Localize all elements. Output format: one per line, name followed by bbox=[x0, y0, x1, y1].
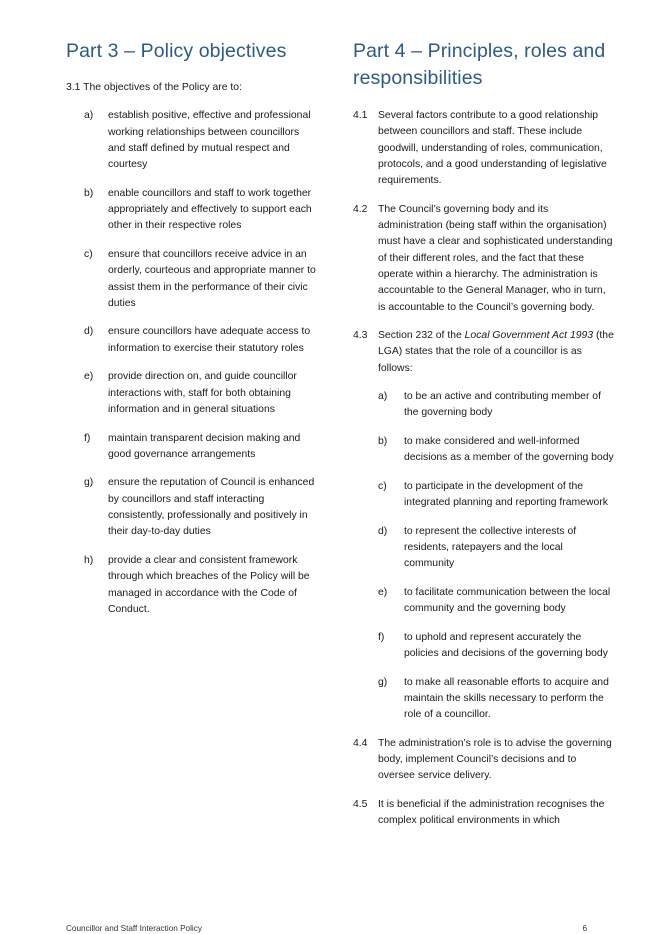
clause-4-5 bbox=[353, 797, 615, 830]
item-marker: b) bbox=[84, 187, 94, 199]
clause-text-before: Section 232 of the bbox=[378, 330, 465, 342]
objective-a bbox=[66, 108, 316, 173]
item-marker: d) bbox=[84, 326, 94, 338]
footer-title: Councillor and Staff Interaction Policy bbox=[66, 924, 202, 933]
item-text: enable councillors and staff to work together appropriately and effectively to support each other in their respective roles bbox=[108, 187, 312, 232]
item-marker: a) bbox=[84, 110, 94, 122]
objective-d bbox=[66, 324, 316, 357]
item-text: maintain transparent decision making and good governance arrangements bbox=[108, 432, 301, 460]
item-marker: f) bbox=[378, 631, 385, 643]
item-marker: f) bbox=[84, 432, 91, 444]
councillor-role-a bbox=[353, 389, 615, 422]
item-marker: g) bbox=[84, 477, 94, 489]
councillor-role-c bbox=[353, 479, 615, 512]
item-text: to uphold and represent accurately the policies and decisions of the governing body bbox=[404, 631, 608, 660]
clause-4-1 bbox=[353, 108, 615, 189]
clause-text: It is beneficial if the administration recognises the complex political environments in which bbox=[378, 799, 605, 827]
councillor-role-b bbox=[353, 434, 615, 467]
objective-f bbox=[66, 431, 316, 464]
item-text: to make all reasonable efforts to acquire and maintain the skills necessary to perform the role of a councillor. bbox=[404, 676, 609, 721]
objective-h bbox=[66, 553, 316, 618]
right-column bbox=[353, 38, 615, 842]
objective-g bbox=[66, 475, 316, 540]
councillor-role-d bbox=[353, 524, 615, 573]
item-text: to be an active and contributing member of the governing body bbox=[404, 391, 601, 419]
clause-number: 4.2 bbox=[353, 203, 368, 215]
clause-number: 4.5 bbox=[353, 799, 368, 811]
councillor-role-e bbox=[353, 585, 615, 618]
part-4-heading: Part 4 – Principles, roles and responsibilities bbox=[353, 40, 606, 89]
item-text: to make considered and well-informed decisions as a member of the governing body bbox=[404, 435, 614, 464]
item-text: provide a clear and consistent framework through which breaches of the Policy will be managed in accordance with the Code of Conduct. bbox=[108, 554, 310, 615]
item-text: to participate in the development of the integrated planning and reporting framework bbox=[404, 480, 608, 509]
clause-4-2 bbox=[353, 202, 615, 316]
clause-number: 4.4 bbox=[353, 737, 368, 749]
objective-c bbox=[66, 247, 316, 312]
page-footer bbox=[66, 924, 587, 934]
clause-text: The Council’s governing body and its administration (being staff within the organisation) must have a clear and sophisticated understanding of their different roles, and the fact that these operate within a hierarchy. The administration is accountable to the General Manager, who in turn, is accountable to the Council’s governing body. bbox=[378, 203, 613, 313]
item-text: ensure the reputation of Council is enhanced by councillors and staff interacting consistently, professionally and positively in their day-to-day duties bbox=[108, 477, 315, 538]
clause-text: The administration’s role is to advise the governing body, implement Council’s decisions and to oversee service delivery. bbox=[378, 737, 612, 782]
act-title: Local Government Act 1993 bbox=[464, 330, 594, 342]
clause-text: Several factors contribute to a good relationship between councillors and staff. These include goodwill, understanding of roles, communication, protocols, and a good understanding of legislative requirements. bbox=[378, 110, 607, 187]
item-marker: g) bbox=[378, 676, 388, 688]
councillor-role-f bbox=[353, 630, 615, 663]
clause-number: 4.3 bbox=[353, 330, 368, 342]
item-text: to facilitate communication between the local community and the governing body bbox=[404, 586, 611, 615]
item-marker: c) bbox=[84, 248, 93, 260]
item-text: ensure that councillors receive advice in an orderly, courteous and appropriate manner to assist them in the performance of their civic duties bbox=[108, 248, 316, 309]
item-marker: c) bbox=[378, 480, 387, 492]
item-text: provide direction on, and guide councillor interactions with, staff for both obtaining information and in general situations bbox=[108, 371, 297, 415]
clause-4-4 bbox=[353, 736, 615, 785]
clause-4-3 bbox=[353, 328, 615, 377]
item-marker: a) bbox=[378, 391, 388, 403]
left-column bbox=[66, 38, 316, 630]
clause-number: 4.1 bbox=[353, 110, 368, 121]
item-marker: b) bbox=[378, 435, 388, 447]
clause-text-after: (the LGA) states that the role of a councillor is as follows: bbox=[378, 330, 614, 374]
page-number: 6 bbox=[582, 924, 587, 933]
item-text: to represent the collective interests of residents, ratepayers and the local community bbox=[404, 525, 577, 570]
part-3-heading: Part 3 – Policy objectives bbox=[66, 40, 287, 62]
objective-e bbox=[66, 369, 316, 418]
item-marker: d) bbox=[378, 525, 388, 537]
item-text: ensure councillors have adequate access to information to exercise their statutory roles bbox=[108, 326, 311, 354]
councillor-role-g bbox=[353, 675, 615, 724]
item-marker: h) bbox=[84, 554, 94, 566]
item-text: establish positive, effective and professional working relationships between councillors and staff defined by mutual respect and courtesy bbox=[108, 110, 311, 171]
clause-3-1: 3.1 The objectives of the Policy are to: bbox=[66, 82, 242, 93]
item-marker: e) bbox=[84, 371, 94, 383]
item-marker: e) bbox=[378, 586, 388, 598]
objective-b bbox=[66, 186, 316, 235]
